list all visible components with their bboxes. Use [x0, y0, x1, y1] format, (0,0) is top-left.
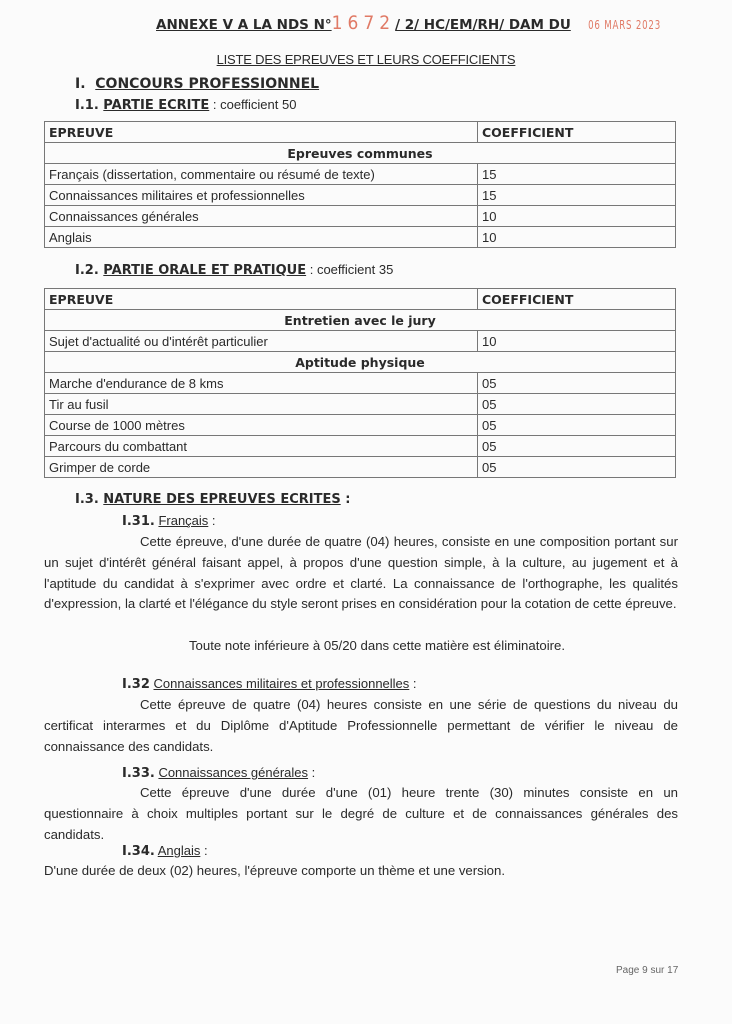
- table-partie-orale: [44, 288, 676, 478]
- item-label: Connaissances générales: [158, 765, 309, 780]
- subsection-number: I.1.: [75, 98, 99, 113]
- cell-coef: 05: [478, 436, 676, 457]
- colon: :: [200, 843, 208, 858]
- section-number: I.: [75, 76, 86, 92]
- group-row: Epreuves communes: [45, 143, 676, 164]
- item-heading-militaires: [122, 676, 417, 692]
- cell-epreuve: Course de 1000 mètres: [45, 415, 478, 436]
- section-label: CONCOURS PROFESSIONNEL: [95, 76, 320, 92]
- item-number: I.32: [122, 677, 150, 692]
- colon: :: [208, 513, 216, 528]
- document-header: [156, 12, 696, 34]
- subsection-label: NATURE DES EPREUVES ECRITES: [103, 492, 341, 507]
- cell-coef: 05: [478, 415, 676, 436]
- table-row: [45, 227, 676, 248]
- table-row: [45, 436, 676, 457]
- item-label: Anglais: [157, 843, 201, 858]
- subsection-number: I.3.: [75, 492, 99, 507]
- subsection-label: PARTIE ORALE ET PRATIQUE: [103, 263, 307, 278]
- subsection-number: I.2.: [75, 263, 99, 278]
- item-label: Français: [158, 513, 209, 528]
- colon: :: [308, 765, 316, 780]
- table-row: [45, 457, 676, 478]
- cell-coef: 05: [478, 394, 676, 415]
- subsection-coef: : coefficient 35: [306, 262, 394, 277]
- paragraph-generales: Cette épreuve d'une durée d'une (01) heure trente (30) minutes consiste en un questionnaire à choix multiples portant sur le degré de culture et de connaissances générales des candidats.: [44, 785, 678, 842]
- table-header-row: [45, 289, 676, 310]
- paragraph-francais: Cette épreuve, d'une durée de quatre (04) heures, consiste en une composition portant sur un sujet d'intérêt général faisant appel, à propos d'une question simple, à la culture, au jugement et à l'aptitude du candidat à s'exprimer avec ordre et clarté. La connaissance de l'orthographe, les qualités d'expression, la clarté et l'élégance du style seront prises en considération pour la cotation de cette épreuve.: [44, 534, 678, 612]
- header-epreuve: EPREUVE: [45, 122, 478, 143]
- paragraph-anglais: D'une durée de deux (02) heures, l'épreuve comporte un thème et une version.: [44, 863, 506, 878]
- table-row: [45, 206, 676, 227]
- subsection-heading-ecrite: [75, 97, 296, 113]
- page-title: LISTE DES EPREUVES ET LEURS COEFFICIENTS: [216, 52, 516, 67]
- table-row: [45, 415, 676, 436]
- stamp-date: 06 MARS 2023: [587, 18, 661, 32]
- group-row: Entretien avec le jury: [45, 310, 676, 331]
- item-heading-generales: [122, 765, 315, 781]
- cell-epreuve: Marche d'endurance de 8 kms: [45, 373, 478, 394]
- subsection-heading-nature: [75, 492, 350, 507]
- stamp-number: 1672: [331, 12, 396, 34]
- header-epreuve: EPREUVE: [45, 289, 478, 310]
- subsection-coef: : coefficient 50: [209, 97, 297, 112]
- cell-coef: 05: [478, 457, 676, 478]
- colon: :: [409, 676, 417, 691]
- header-coefficient: COEFFICIENT: [478, 289, 676, 310]
- cell-epreuve: Grimper de corde: [45, 457, 478, 478]
- item-number: I.34.: [122, 844, 155, 859]
- subsection-label: PARTIE ECRITE: [103, 98, 210, 113]
- subsection-heading-orale: [75, 262, 393, 278]
- cell-coef: 15: [478, 164, 676, 185]
- cell-epreuve: Français (dissertation, commentaire ou résumé de texte): [45, 164, 478, 185]
- paragraph-note: Toute note inférieure à 05/20 dans cette matière est éliminatoire.: [188, 638, 566, 653]
- group-row: Aptitude physique: [45, 352, 676, 373]
- paragraph-militaires: Cette épreuve de quatre (04) heures consiste en une série de questions du niveau du certificat interarmes et du Diplôme d'Aptitude Professionnelle permettant de vérifier le niveau de connaissance des candidats.: [44, 697, 678, 754]
- cell-epreuve: Anglais: [45, 227, 478, 248]
- colon: :: [340, 492, 351, 507]
- header-prefix: ANNEXE V A LA NDS N°: [156, 17, 332, 33]
- cell-coef: 05: [478, 373, 676, 394]
- section-heading: [75, 76, 319, 92]
- table-row: [45, 185, 676, 206]
- table-row: [45, 373, 676, 394]
- cell-epreuve: Parcours du combattant: [45, 436, 478, 457]
- cell-coef: 15: [478, 185, 676, 206]
- item-label: Connaissances militaires et professionnelles: [153, 676, 410, 691]
- cell-epreuve: Tir au fusil: [45, 394, 478, 415]
- cell-coef: 10: [478, 331, 676, 352]
- cell-coef: 10: [478, 227, 676, 248]
- cell-epreuve: Connaissances générales: [45, 206, 478, 227]
- table-row: [45, 164, 676, 185]
- header-coefficient: COEFFICIENT: [478, 122, 676, 143]
- cell-epreuve: Connaissances militaires et professionnelles: [45, 185, 478, 206]
- cell-epreuve: Sujet d'actualité ou d'intérêt particulier: [45, 331, 478, 352]
- item-heading-francais: [122, 513, 216, 529]
- item-heading-anglais: [122, 843, 208, 859]
- cell-coef: 10: [478, 206, 676, 227]
- table-row: [45, 331, 676, 352]
- item-number: I.33.: [122, 766, 155, 781]
- table-partie-ecrite: [44, 121, 676, 248]
- header-suffix: / 2/ HC/EM/RH/ DAM DU: [395, 17, 571, 33]
- table-header-row: [45, 122, 676, 143]
- table-row: [45, 394, 676, 415]
- page-number: Page 9 sur 17: [616, 965, 679, 976]
- item-number: I.31.: [122, 514, 155, 529]
